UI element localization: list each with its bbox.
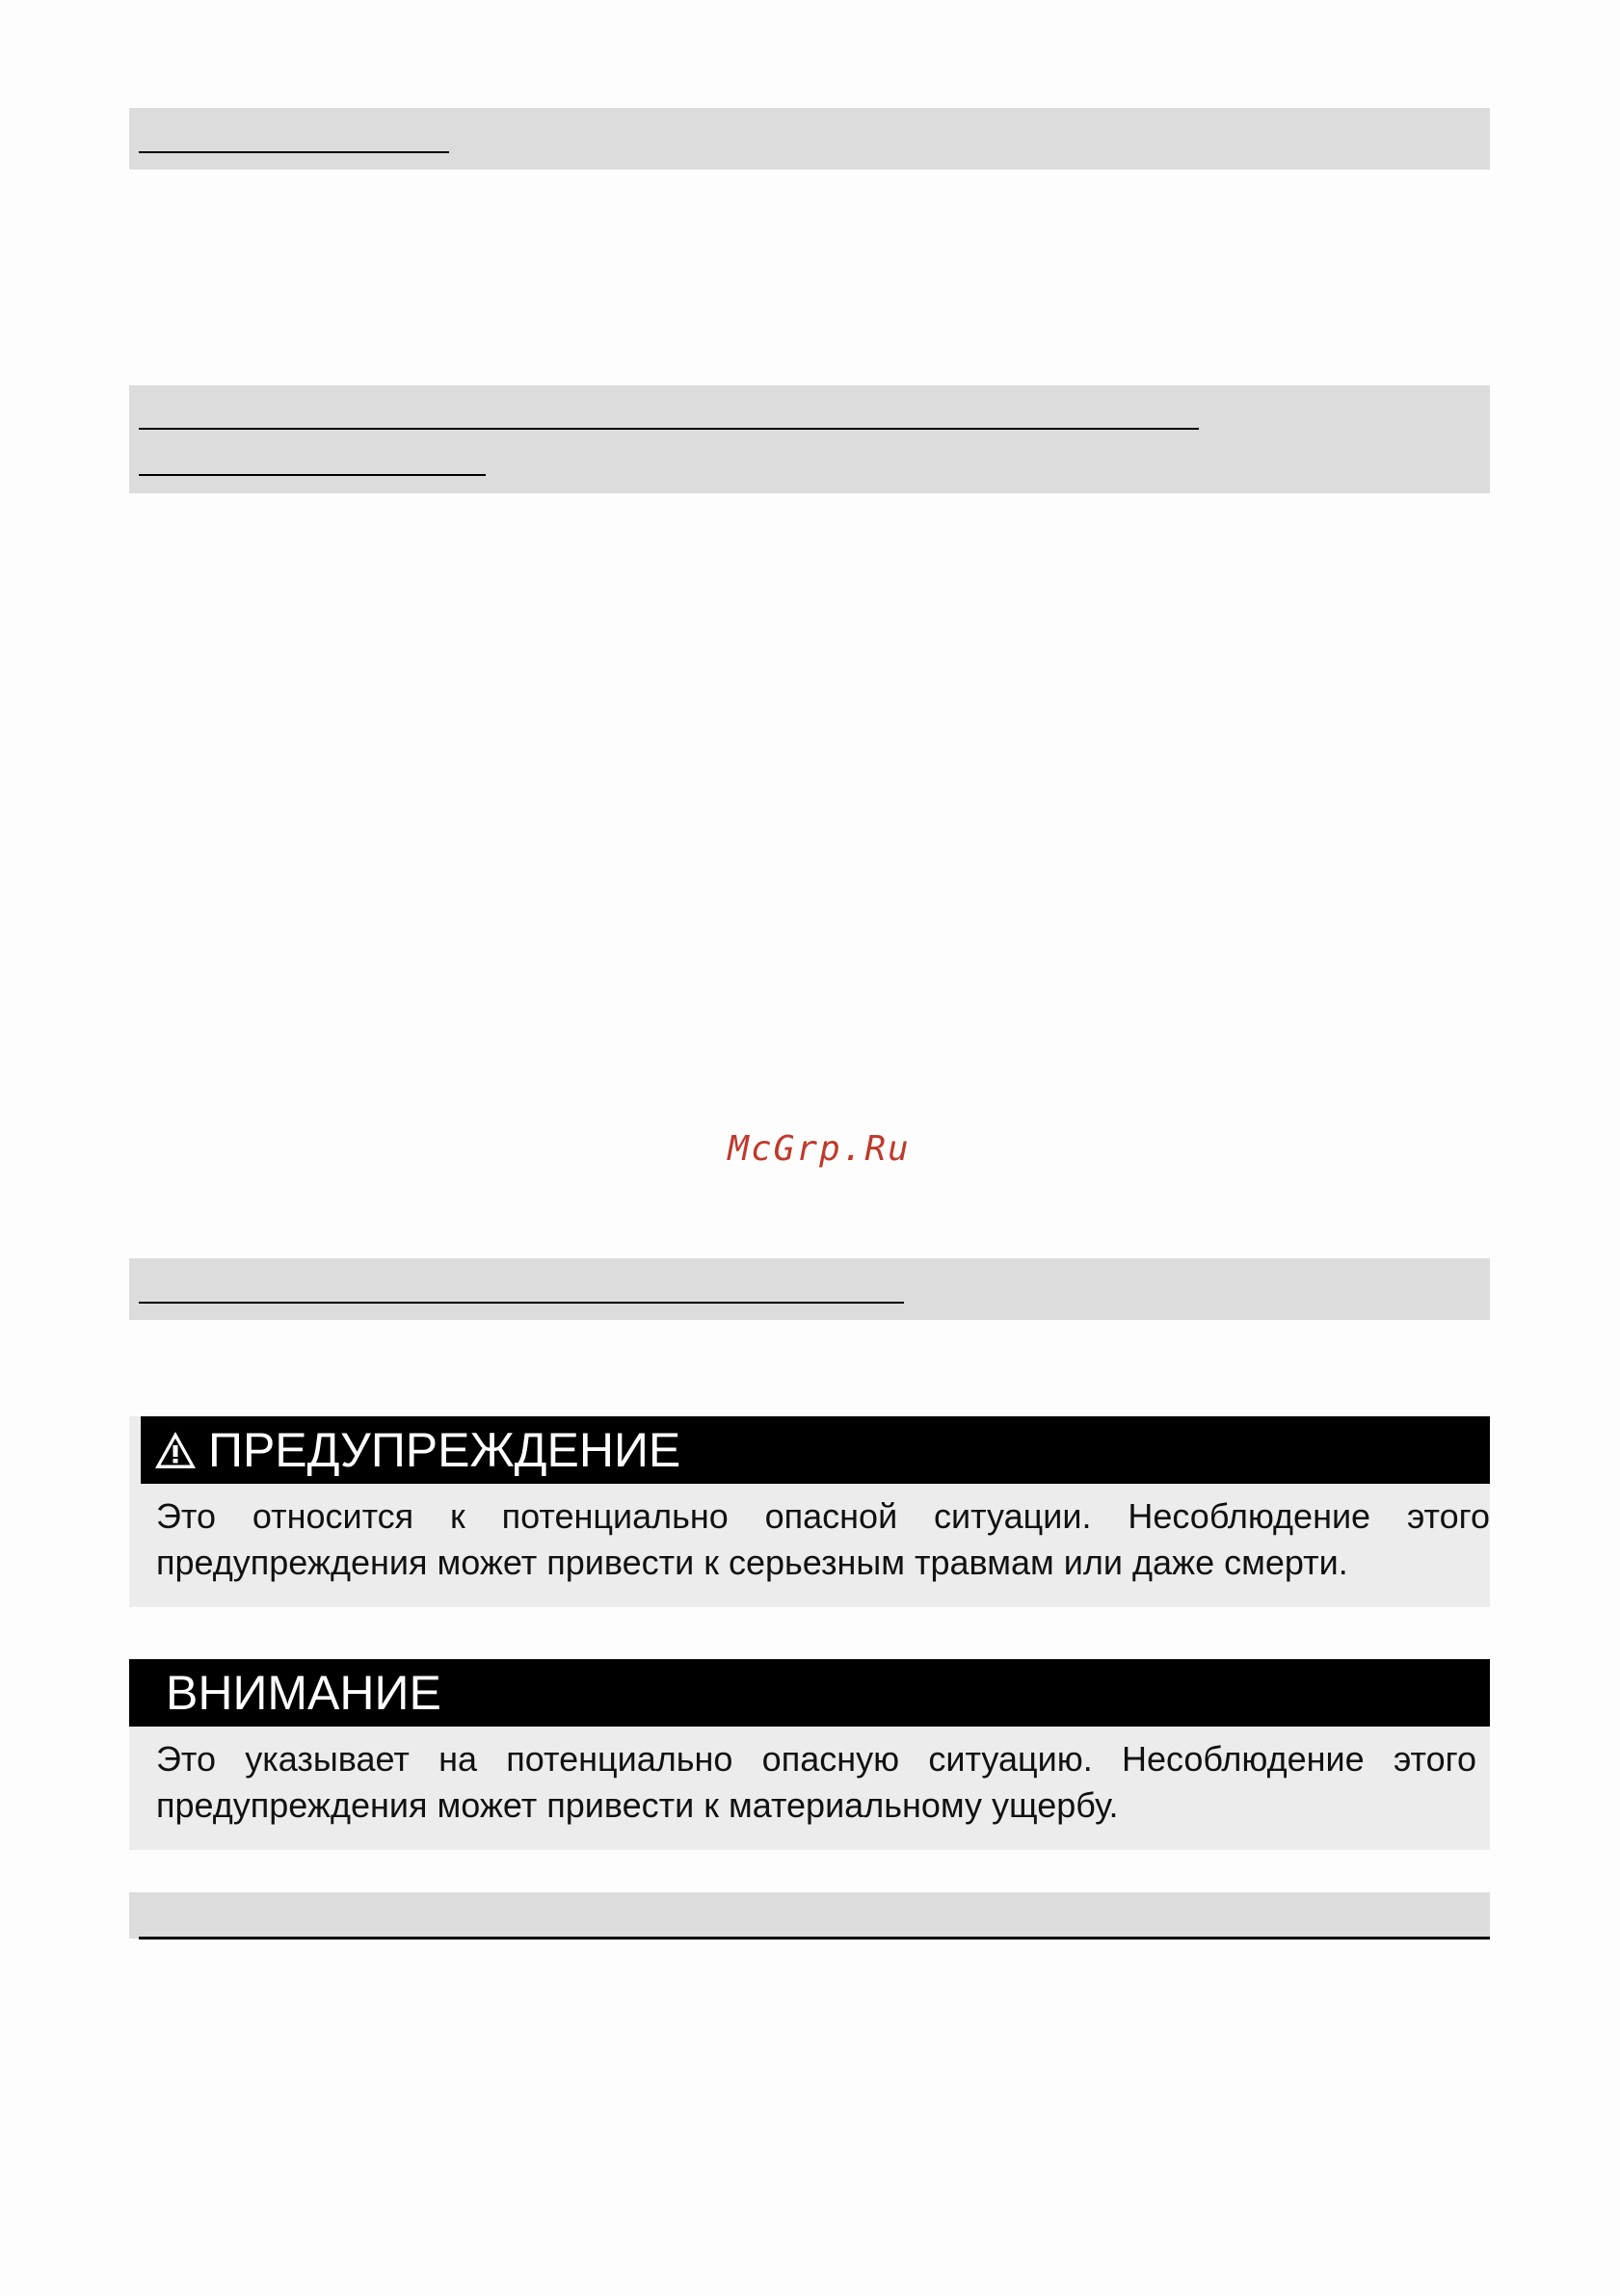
warning-notice — [129, 1416, 1490, 1607]
section-divider-line — [139, 1937, 1490, 1940]
caution-notice — [129, 1659, 1490, 1850]
watermark-text: McGrp.Ru — [728, 1129, 911, 1169]
section-heading-bar-1 — [129, 108, 1490, 170]
heading-underline — [139, 428, 1199, 430]
caution-text: Это указывает на потенциально опасную ситуацию. Несоблюдение этого предупреждения может привести к материальному ущербу. — [156, 1739, 1476, 1825]
heading-underline — [139, 151, 449, 153]
warning-title: ПРЕДУПРЕЖДЕНИЕ — [208, 1423, 681, 1477]
section-heading-bar-2 — [129, 385, 1490, 493]
section-heading-bar-3 — [129, 1258, 1490, 1320]
warning-header — [141, 1416, 1490, 1484]
section-heading-bar-4 — [129, 1892, 1490, 1939]
heading-underline — [139, 1302, 904, 1304]
caution-title: ВНИМАНИЕ — [166, 1666, 441, 1720]
warning-text: Это относится к потенциально опасной ситуации. Несоблюдение этого предупреждения может привести к серьезным травмам или даже смерти. — [156, 1496, 1490, 1582]
heading-underline — [139, 474, 486, 476]
warning-triangle-icon — [152, 1429, 199, 1471]
caution-header — [129, 1659, 1490, 1727]
